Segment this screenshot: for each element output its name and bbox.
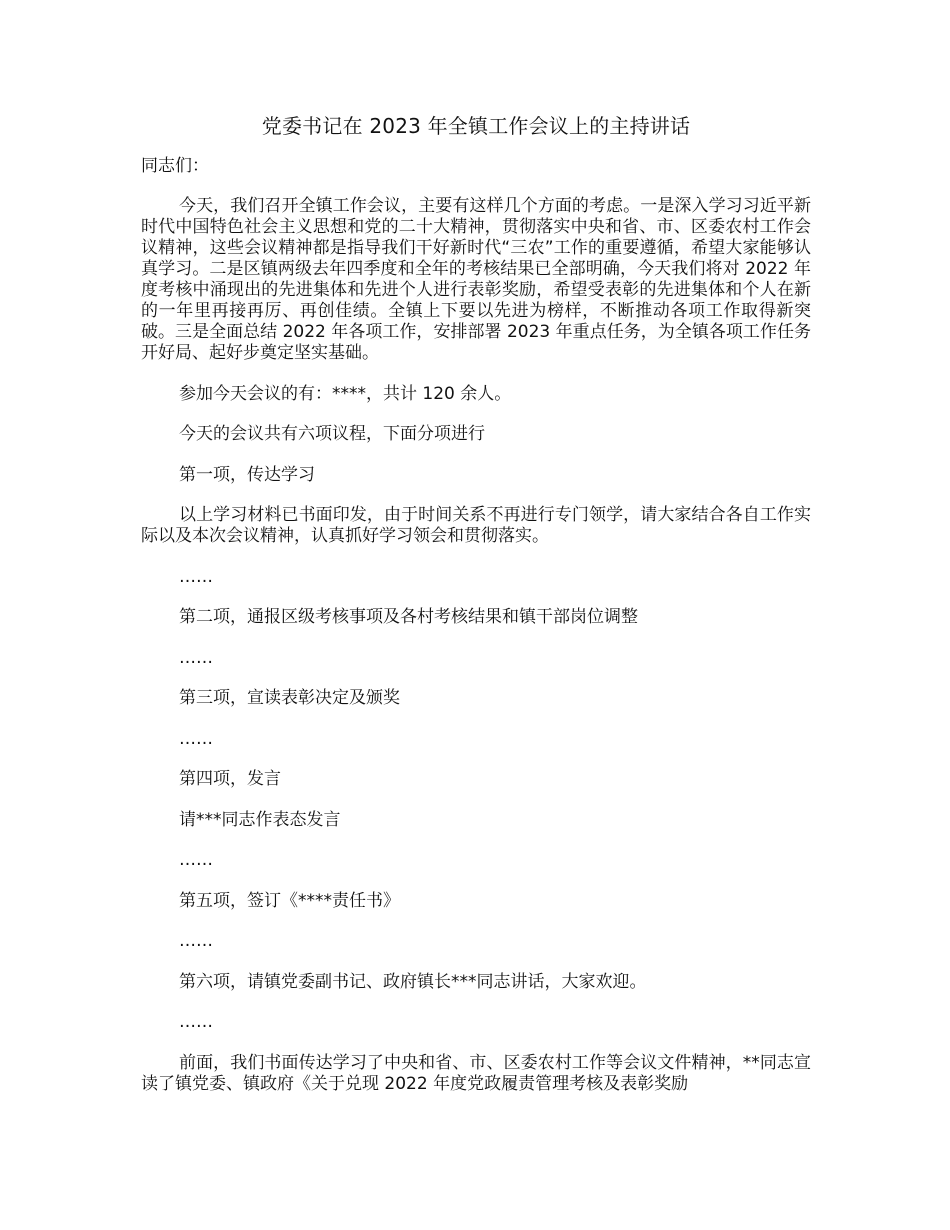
ellipsis-1: …… bbox=[179, 566, 213, 587]
agenda-item-2: 第二项，通报区级考核事项及各村考核结果和镇干部岗位调整 bbox=[179, 607, 638, 627]
agenda-item-5: 第五项，签订《****责任书》 bbox=[179, 890, 400, 911]
ellipsis-6: …… bbox=[179, 1012, 213, 1032]
salutation: 同志们： bbox=[141, 156, 209, 176]
paragraph-speech-request: 请***同志作表态发言 bbox=[179, 809, 341, 830]
paragraph-summary: 前面，我们书面传达学习了中央和省、市、区委农村工作等会议文件精神，**同志宣读了镇党委、镇政府《关于兑现 2022 年度党政履责管理考核及表彰奖励 bbox=[141, 1052, 811, 1094]
paragraph-attendees: 参加今天会议的有：****，共计 120 余人。 bbox=[179, 383, 512, 404]
agenda-item-1: 第一项，传达学习 bbox=[179, 464, 315, 485]
agenda-item-3: 第三项，宣读表彰决定及颁奖 bbox=[179, 688, 400, 708]
document-title: 党委书记在 2023 年全镇工作会议上的主持讲话 bbox=[261, 114, 691, 138]
ellipsis-3: …… bbox=[179, 728, 213, 749]
paragraph-study-materials: 以上学习材料已书面印发，由于时间关系不再进行专门领学，请大家结合各自工作实际以及本次会议精神，认真抓好学习领会和贯彻落实。 bbox=[141, 505, 811, 546]
ellipsis-4: …… bbox=[179, 850, 213, 870]
agenda-item-4: 第四项，发言 bbox=[179, 769, 281, 789]
document-body bbox=[141, 112, 811, 1114]
ellipsis-2: …… bbox=[179, 647, 213, 668]
ellipsis-5: …… bbox=[179, 931, 213, 951]
agenda-item-6: 第六项，请镇党委副书记、政府镇长***同志讲话，大家欢迎。 bbox=[179, 971, 647, 992]
paragraph-intro: 今天，我们召开全镇工作会议，主要有这样几个方面的考虑。一是深入学习习近平新时代中国特色社会主义思想和党的二十大精神，贯彻落实中央和省、市、区委农村工作会议精神，这些会议精神都是指导我们干好新时代“三农”工作的重要遵循，希望大家能够认真学习。二是区镇两级去年四季度和全年的考核结果已全部明确，今天我们将对 2022 年度考核中涌现出的先进集体和先进个人进行表彰奖励，希望受表彰的先进集体和个人在新的一年里再接再厉、再创佳绩。全镇上下要以先进为榜样，不断推动各项工作取得新突破。三是全面总结 2022 年各项工作，安排部署 2023 年重点任务，为全镇各项工作任务开好局、起好步奠定坚实基础。 bbox=[141, 196, 811, 363]
paragraph-agenda-intro: 今天的会议共有六项议程，下面分项进行 bbox=[179, 424, 485, 444]
